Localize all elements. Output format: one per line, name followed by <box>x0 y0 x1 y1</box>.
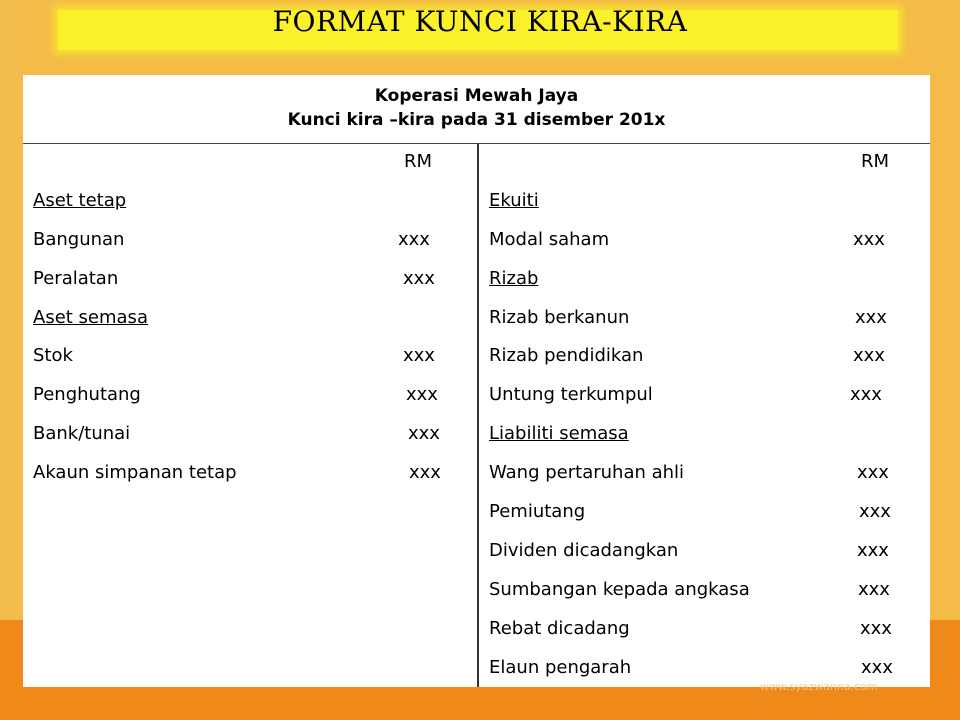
row-amount: xxx <box>853 345 885 367</box>
table-row <box>23 415 477 454</box>
row-label: Pemiutang <box>489 501 586 523</box>
row-label: Rizab pendidikan <box>489 345 644 367</box>
row-amount: xxx <box>857 462 889 484</box>
row-amount: xxx <box>403 267 435 289</box>
table-row <box>479 337 930 376</box>
row-label: Rebat dicadang <box>489 617 630 639</box>
table-row <box>23 260 477 299</box>
section-heading: Aset tetap <box>33 189 127 211</box>
section-heading: Rizab <box>489 267 539 289</box>
row-amount: xxx <box>855 306 887 328</box>
row-label: Peralatan <box>33 267 119 289</box>
background-left-edge <box>0 0 22 620</box>
section-heading: Aset semasa <box>33 306 148 328</box>
currency-row <box>23 143 477 182</box>
table-row <box>23 454 477 493</box>
row-label: Stok <box>33 345 73 367</box>
table-row <box>479 532 930 571</box>
table-row <box>479 454 930 493</box>
sheet-header <box>23 75 930 144</box>
table-row <box>479 260 930 299</box>
table-row <box>23 337 477 376</box>
table-row <box>479 182 930 221</box>
liabilities-column <box>479 143 930 687</box>
row-amount: xxx <box>858 578 890 600</box>
row-label: Wang pertaruhan ahli <box>489 462 685 484</box>
table-row <box>23 376 477 415</box>
company-name: Koperasi Mewah Jaya <box>374 86 579 106</box>
balance-sheet <box>23 75 930 687</box>
table-row <box>479 610 930 649</box>
assets-column <box>23 143 477 493</box>
watermark: www.syazwanna.com <box>760 680 878 693</box>
row-amount: xxx <box>859 501 891 523</box>
currency-label: RM <box>861 151 890 172</box>
row-label: Penghutang <box>33 384 141 406</box>
table-row <box>479 493 930 532</box>
row-amount: xxx <box>853 228 885 250</box>
table-row <box>479 571 930 610</box>
section-heading: Ekuiti <box>489 189 539 211</box>
row-label: Untung terkumpul <box>489 384 653 406</box>
table-row <box>23 221 477 260</box>
row-amount: xxx <box>861 656 893 678</box>
table-row <box>23 182 477 221</box>
row-label: Dividen dicadangkan <box>489 539 679 561</box>
row-label: Bank/tunai <box>33 423 131 445</box>
row-label: Elaun pengarah <box>489 656 632 678</box>
slide-title: FORMAT KUNCI KIRA-KIRA <box>272 5 688 38</box>
row-amount: xxx <box>857 539 889 561</box>
row-amount: xxx <box>403 345 435 367</box>
row-label: Bangunan <box>33 228 125 250</box>
section-heading: Liabiliti semasa <box>489 423 629 445</box>
row-amount: xxx <box>406 384 438 406</box>
row-amount: xxx <box>398 228 430 250</box>
table-row <box>479 376 930 415</box>
row-amount: xxx <box>850 384 882 406</box>
table-row <box>23 299 477 338</box>
row-label: Akaun simpanan tetap <box>33 462 237 484</box>
table-row <box>479 415 930 454</box>
row-amount: xxx <box>860 617 892 639</box>
currency-row <box>479 143 930 182</box>
row-amount: xxx <box>409 462 441 484</box>
table-row <box>479 299 930 338</box>
table-row <box>479 221 930 260</box>
row-label: Sumbangan kepada angkasa <box>489 578 750 600</box>
row-label: Modal saham <box>489 228 610 250</box>
row-amount: xxx <box>408 423 440 445</box>
row-label: Rizab berkanun <box>489 306 630 328</box>
currency-label: RM <box>404 151 433 172</box>
statement-subtitle: Kunci kira –kira pada 31 disember 201x <box>287 110 666 130</box>
